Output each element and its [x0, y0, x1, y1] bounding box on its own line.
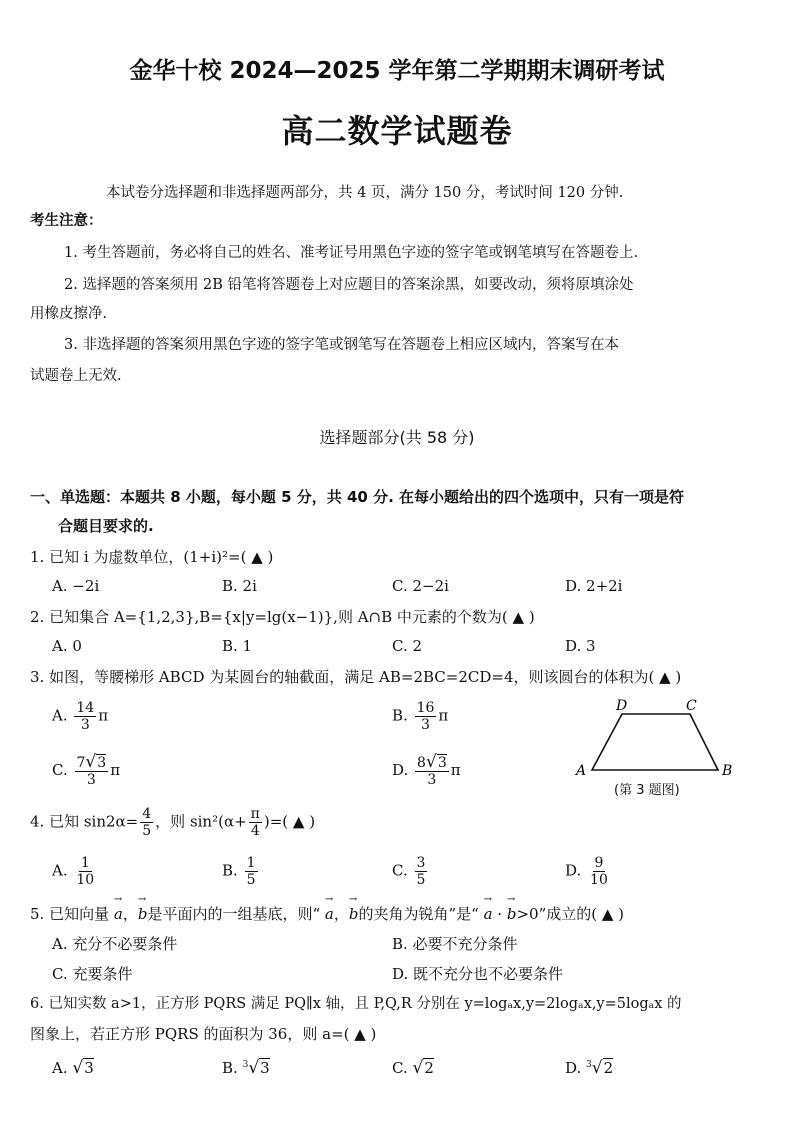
q4-option-b: [222, 855, 260, 888]
q4-option-d-label: D.: [565, 861, 582, 880]
section-title: 选择题部分(共 58 分): [319, 428, 475, 447]
notice-item-2: 2. 选择题的答案须用 2B 铅笔将答题卷上对应题目的答案涂黑，如要改动，须将原填涂处: [64, 277, 634, 293]
q3-d-numerator: [415, 754, 449, 772]
radical-sign: √: [85, 752, 97, 772]
q3-option-c-fraction: [75, 754, 109, 788]
q3-option-c-label: C.: [52, 761, 68, 779]
q3-c-denominator: 3: [86, 772, 96, 788]
q2-option-c: C. 2: [392, 637, 423, 655]
q4-option-a-label: A.: [52, 861, 68, 880]
part1-instructions-cont: 合题目要求的.: [58, 517, 154, 535]
q4-option-c: [392, 855, 429, 888]
q6-b-root-index: 3: [242, 1060, 249, 1070]
q5-stem-1: 5. 已知向量: [30, 905, 114, 923]
q4-c-denominator: 5: [416, 872, 426, 888]
notice-item-2-cont: 用橡皮擦净.: [30, 306, 108, 322]
q3-option-d: [392, 754, 461, 788]
q3-d-denominator: 3: [427, 772, 437, 788]
q5-stem-6: ·: [492, 905, 507, 923]
q6-b-radicand: 3: [260, 1059, 270, 1077]
intro-text: 本试卷分选择题和非选择题两部分，共 4 页，满分 150 分，考试时间 120 分钟.: [106, 185, 624, 201]
q4-option-c-label: C.: [392, 861, 408, 880]
vector-b: → b: [507, 905, 517, 923]
question-6-stem-cont: 图象上，若正方形 PQRS 的面积为 36，则 a=( ▲ ): [30, 1025, 377, 1043]
q6-option-a-label: A.: [52, 1059, 68, 1077]
question-2-stem: 2. 已知集合 A={1,2,3},B={x|y=lg(x−1)},则 A∩B 中元素的个数为( ▲ ): [30, 608, 535, 626]
q3-option-d-fraction: [415, 754, 449, 788]
q2-option-d: D. 3: [565, 637, 596, 655]
q6-d-root-index: 3: [586, 1060, 592, 1070]
q4-option-b-label: B.: [222, 861, 238, 880]
vertex-label-c: C: [686, 698, 697, 714]
q3-b-denominator: 3: [421, 717, 430, 733]
q4-stem-part-c: )=( ▲ ): [263, 812, 316, 831]
q3-d-coefficient: 8: [417, 755, 426, 771]
q4-d-denominator: 10: [590, 872, 608, 888]
trapezoid-shape: [592, 714, 718, 770]
radical-sign: √: [425, 752, 437, 772]
q6-option-a: [52, 1058, 94, 1078]
q3-option-b-fraction: [415, 700, 437, 733]
radical-sign: √: [72, 1058, 84, 1078]
question-6-stem: 6. 已知实数 a>1，正方形 PQRS 满足 PQ∥x 轴，且 P,Q,R 分别在 y=logₐx,y=2logₐx,y=5logₐx 的: [30, 996, 682, 1012]
vector-a: → a: [325, 905, 334, 923]
notice-item-3: 3. 非选择题的答案须用黑色字迹的签字笔或钢笔写在答题卷上相应区域内，答案写在本: [64, 337, 619, 353]
q6-option-b: [222, 1058, 270, 1078]
q1-option-c: C. 2−2i: [392, 577, 449, 595]
q3-a-numerator: 14: [76, 700, 95, 716]
radical-sign: √: [591, 1058, 603, 1078]
q3-c-numerator: [75, 754, 109, 772]
q5-option-b: B. 必要不充分条件: [392, 935, 518, 953]
q6-a-radicand: 3: [84, 1059, 94, 1077]
q1-option-b: B. 2i: [222, 577, 257, 595]
q3-a-denominator: 3: [80, 717, 90, 733]
q4-stem-part-a: 4. 已知 sin2α=: [30, 812, 139, 831]
q3-option-a-fraction: [74, 700, 96, 733]
q1-option-d: D. 2+2i: [565, 577, 623, 595]
q3-option-a: [52, 700, 108, 733]
paper-title: 高二数学试题卷: [281, 112, 513, 150]
q3-d-pi: π: [450, 761, 461, 779]
q5-stem-4: ，: [333, 905, 349, 923]
q4-d-numerator: 9: [594, 855, 604, 871]
q4-stem-numerator: 4: [142, 806, 152, 822]
q5-option-a: A. 充分不必要条件: [52, 935, 178, 953]
q4-option-c-fraction: [415, 855, 428, 888]
q3-a-pi: π: [98, 706, 109, 725]
exam-title: 金华十校 2024—2025 学年第二学期期末调研考试: [129, 58, 665, 84]
q6-d-radicand: 2: [603, 1059, 614, 1077]
q4-option-a: [52, 855, 98, 888]
question-3-stem: 3. 如图，等腰梯形 ABCD 为某圆台的轴截面，满足 AB=2BC=2CD=4，则该圆台的体积为( ▲ ): [30, 668, 682, 686]
q6-c-radicand: 2: [424, 1059, 434, 1077]
vertex-label-a: A: [576, 763, 587, 778]
q3-option-a-label: A.: [52, 706, 68, 725]
q4-c-numerator: 3: [416, 855, 426, 871]
vertex-label-d: D: [616, 698, 628, 714]
q6-option-c-label: C.: [392, 1059, 408, 1077]
q6-option-d: [565, 1058, 613, 1078]
q4-pi-fraction: [249, 806, 262, 839]
q6-option-b-label: B.: [222, 1059, 238, 1077]
q4-a-denominator: 10: [76, 872, 95, 888]
q5-stem-3: 是平面内的一组基底，则“: [147, 905, 325, 923]
vector-a: → a: [114, 905, 123, 923]
q3-option-d-label: D.: [392, 761, 409, 779]
q4-option-d-fraction: [588, 855, 610, 888]
notice-item-1: 1. 考生答题前，务必将自己的姓名、准考证号用黑色字迹的签字笔或钢笔填写在答题卷上.: [64, 245, 639, 261]
q3-option-b: [392, 700, 448, 733]
q4-a-numerator: 1: [80, 855, 90, 871]
figure-caption: (第 3 题图): [614, 783, 680, 798]
q2-option-b: B. 1: [222, 637, 253, 655]
vertex-label-b: B: [722, 763, 733, 778]
q3-c-radicand: 3: [97, 755, 107, 771]
q4-option-a-fraction: [74, 855, 96, 888]
q3-b-pi: π: [438, 706, 449, 725]
q3-c-pi: π: [110, 761, 121, 779]
q3-option-b-label: B.: [392, 706, 408, 725]
q2-option-a: A. 0: [52, 637, 82, 655]
question-4-stem: [30, 806, 315, 839]
question-1-stem: 1. 已知 i 为虚数单位，(1+i)²=( ▲ ): [30, 548, 274, 566]
q3-d-radicand: 3: [437, 755, 447, 771]
radical-sign: √: [412, 1058, 424, 1078]
q6-option-d-label: D.: [565, 1059, 582, 1077]
q4-pi-denominator: 4: [250, 823, 260, 839]
q4-b-numerator: 1: [246, 855, 256, 871]
q5-option-d: D. 既不充分也不必要条件: [392, 965, 564, 983]
q1-option-a: A. −2i: [52, 577, 100, 595]
q5-option-c: C. 充要条件: [52, 965, 133, 983]
q5-stem-2: ，: [122, 905, 138, 923]
radical-sign: √: [248, 1058, 260, 1078]
q3-c-coefficient: 7: [76, 755, 86, 771]
q5-stem-7: >0”成立的( ▲ ): [516, 905, 625, 923]
q4-option-d: [565, 855, 612, 888]
vector-b: → b: [349, 905, 359, 923]
notice-heading: 考生注意：: [30, 213, 103, 229]
trapezoid-figure: [572, 692, 748, 778]
q4-stem-fraction: [140, 806, 153, 839]
q4-option-b-fraction: [245, 855, 258, 888]
q4-stem-denominator: 5: [142, 823, 152, 839]
q5-stem-5: 的夹角为锐角”是“: [358, 905, 484, 923]
part1-instructions: 一、单选题：本题共 8 小题，每小题 5 分，共 40 分. 在每小题给出的四个选项中，只有一项是符: [30, 488, 685, 506]
notice-item-3-cont: 试题卷上无效.: [30, 368, 122, 384]
q6-option-c: [392, 1058, 434, 1078]
vector-b: → b: [138, 905, 148, 923]
vector-a: → a: [484, 905, 493, 923]
q4-pi-numerator: π: [250, 806, 260, 822]
q4-b-denominator: 5: [246, 872, 256, 888]
q3-option-c: [52, 754, 120, 788]
q3-b-numerator: 16: [416, 700, 435, 716]
question-5-stem: [30, 903, 624, 924]
q4-stem-part-b: ，则 sin²(α+: [155, 812, 247, 831]
